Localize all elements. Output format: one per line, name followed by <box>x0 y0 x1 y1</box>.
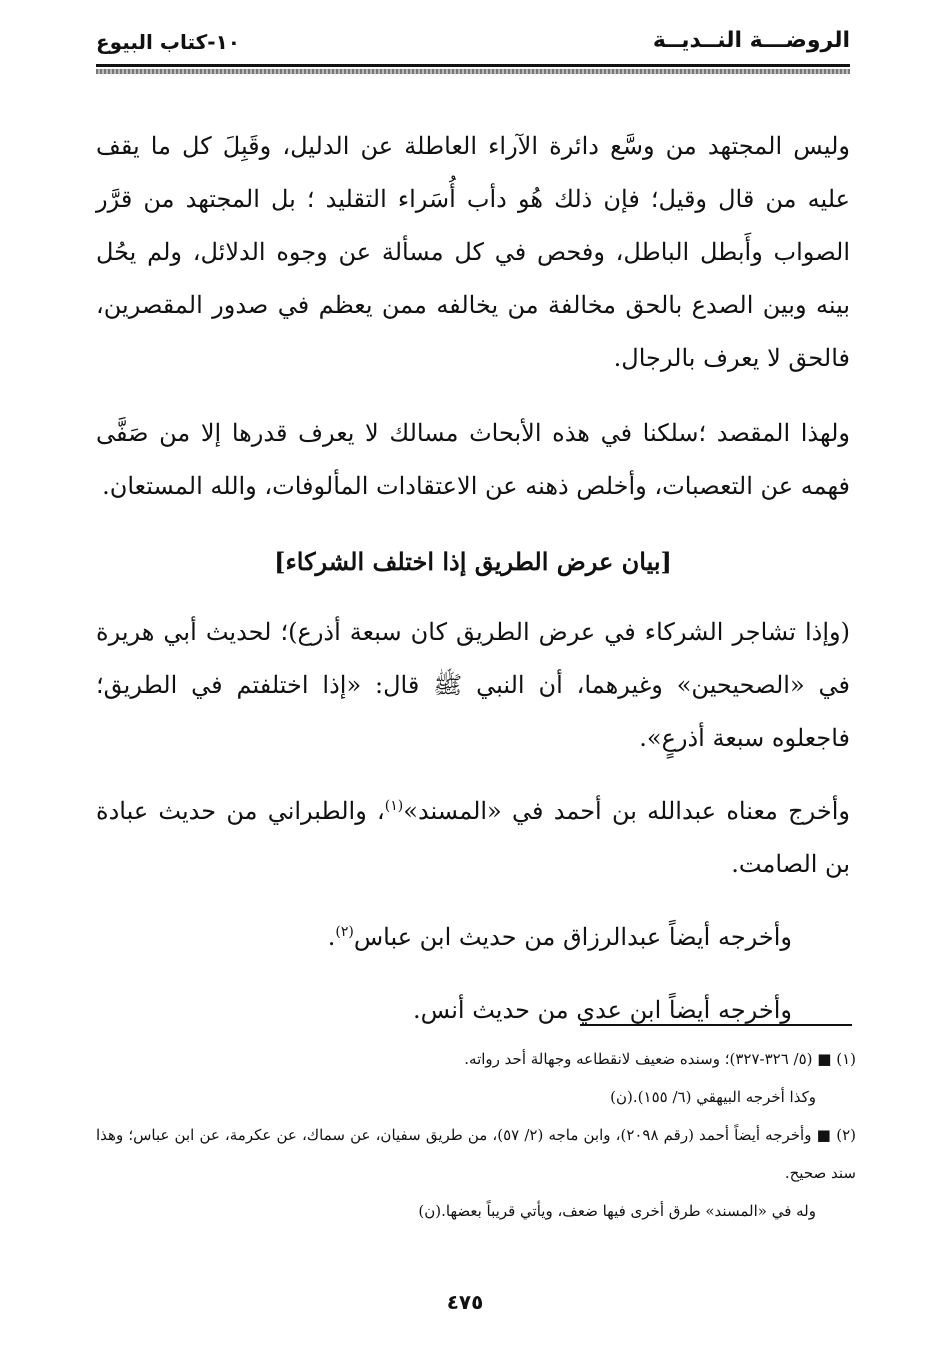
section-heading: [بيان عرض الطريق إذا اختلف الشركاء] <box>274 547 672 576</box>
footnote-separator <box>580 1024 852 1026</box>
paragraph-2: ولهذا المقصد ؛سلكنا في هذه الأبحاث مسالك لا يعرف قدرها إلا من صَفَّى فهمه عن التعصبات، وأخلص ذهنه عن الاعتقادات المألوفات، والله المستعان. <box>96 419 850 500</box>
footnotes <box>96 1040 856 1230</box>
paragraph-4 <box>96 785 850 891</box>
footnote-1-line-1: (١) ■ (٥/ ٣٢٦-٣٢٧)؛ وسنده ضعيف لانقطاعه وجهالة أحد رواته. <box>464 1050 856 1068</box>
paragraph-5-text-b: . <box>327 923 336 951</box>
footnote-ref-1: (١) <box>384 798 404 814</box>
paragraph-6: وأخرجه أيضاً ابن عدي من حديث أنس. <box>413 996 792 1024</box>
page-header <box>96 28 850 68</box>
footnote-ref-2: (٢) <box>335 924 354 940</box>
main-text <box>96 120 850 1037</box>
chapter-title: ١٠-كتاب البيوع <box>96 30 240 54</box>
paragraph-5-text-a: وأخرجه أيضاً عبدالرزاق من حديث ابن عباس <box>353 923 792 951</box>
header-rule <box>96 64 850 67</box>
paragraph-3: (وإذا تشاجر الشركاء في عرض الطريق كان سبعة أذرع)؛ لحديث أبي هريرة في «الصحيحين» وغيرهما، أن النبي ﷺ قال: «إذا اختلفتم في الطريق؛ فاجعلوه سبعة أذرعٍ». <box>96 618 850 752</box>
paragraph-4-text-b: ، والطبراني من حديث عبادة بن الصامت. <box>96 797 850 878</box>
book-title: الروضـــة النــديــة <box>652 28 850 53</box>
page-number: ٤٧٥ <box>446 1290 484 1314</box>
footnote-2-line-2: وله في «المسند» طرق أخرى فيها ضعف، ويأتي قريباً بعضها.(ن) <box>418 1202 816 1220</box>
paragraph-4-text-a: وأخرج معناه عبدالله بن أحمد في «المسند» <box>403 797 850 825</box>
paragraph-1: وليس المجتهد من وسَّع دائرة الآراء العاطلة عن الدليل، وقَبِلَ كل ما يقف عليه من قال وقيل؛ فإن ذلك هُو دأب أُسَراء التقليد ؛ بل المجتهد من قرَّر الصواب وأَبطل الباطل، وفحص في كل مسألة عن وجوه الدلائل، ولم يحُل بينه وبين الصدع بالحق مخالفة من يخالفه ممن يعظم في صدور المقصرين، فالحق لا يعرف بالرجال. <box>96 132 850 372</box>
footnote-1-line-2: وكذا أخرجه البيهقي (٦/ ١٥٥).(ن) <box>610 1088 816 1106</box>
footnote-2-line-1: (٢) ■ وأخرجه أيضاً أحمد (رقم ٢٠٩٨)، وابن ماجه (٢/ ٥٧)، من طريق سفيان، عن سماك، عن عكرمة، عن ابن عباس؛ وهذا سند صحيح. <box>96 1126 856 1182</box>
header-pattern-rule <box>96 69 850 74</box>
paragraph-5 <box>96 911 850 964</box>
